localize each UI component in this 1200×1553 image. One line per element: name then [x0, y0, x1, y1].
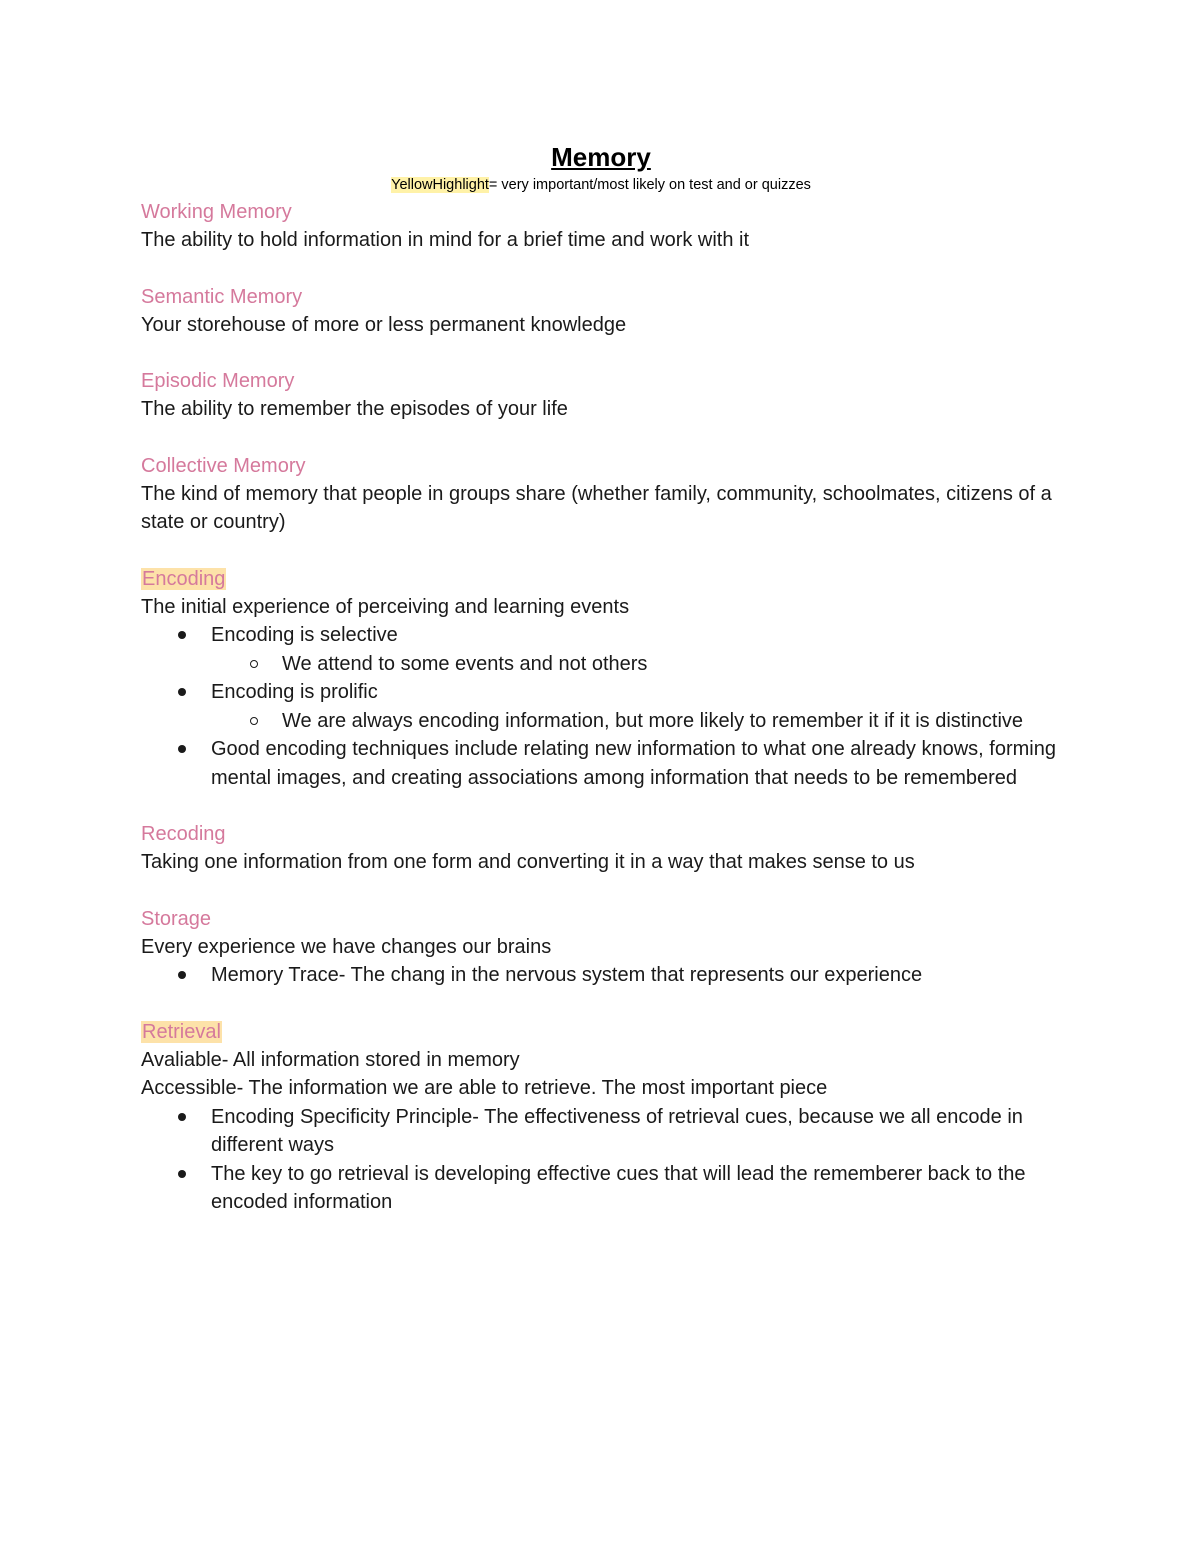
section-retrieval [141, 1018, 1061, 1217]
hollow-bullet-icon [250, 717, 258, 725]
section-text: The initial experience of perceiving and learning events [141, 595, 630, 618]
section-working-memory [141, 198, 1061, 255]
section-episodic-memory [141, 367, 1061, 424]
bullet-dot-icon [178, 688, 186, 696]
list-item-text: The key to go retrieval is developing effective cues that will lead the rememberer back to the encoded information [211, 1162, 1026, 1213]
bullet-dot-icon [178, 971, 186, 979]
bullet-dot-icon [178, 745, 186, 753]
legend-description: = very important/most likely on test and or quizzes [488, 177, 811, 193]
hollow-bullet-icon [250, 660, 258, 668]
section-semantic-memory [141, 283, 1061, 340]
section-text: The kind of memory that people in groups share (whether family, community, schoolmates, citizens of a state or country) [141, 482, 1052, 533]
list-item-text: Good encoding techniques include relating new information to what one already knows, forming mental images, and creating associations among information that needs to be remembered [211, 738, 1056, 789]
section-heading: Episodic Memory [141, 370, 295, 392]
sub-list-item [282, 650, 1061, 679]
legend-highlight-label: YellowHighlight [391, 177, 489, 193]
section-text: Avaliable- All information stored in memory [141, 1048, 520, 1071]
section-heading: Semantic Memory [141, 285, 303, 308]
sub-list-item-text: We are always encoding information, but more likely to remember it if it is distinctive [282, 709, 1024, 732]
section-recoding [141, 820, 1061, 877]
list-item-text: Encoding is prolific [211, 681, 378, 703]
list-item [211, 621, 1061, 678]
section-text: Every experience we have changes our brains [141, 935, 552, 958]
section-text: Your storehouse of more or less permanent knowledge [141, 313, 627, 336]
section-text: The ability to remember the episodes of your life [141, 398, 568, 420]
section-encoding [141, 565, 1061, 793]
bullet-list [141, 961, 1061, 990]
section-heading: Storage [141, 907, 212, 930]
list-item [211, 678, 1061, 735]
bullet-dot-icon [178, 1170, 186, 1178]
list-item [211, 735, 1061, 792]
list-item-text: Encoding Specificity Principle- The effectiveness of retrieval cues, because we all encode in different ways [211, 1105, 1023, 1156]
document-page [141, 140, 1061, 1245]
bullet-list [141, 621, 1061, 792]
section-collective-memory [141, 452, 1061, 537]
sub-list-item [282, 707, 1061, 736]
list-item [211, 1103, 1061, 1160]
sub-list-item-text: We attend to some events and not others [282, 652, 648, 675]
list-item-text: Memory Trace- The chang in the nervous system that represents our experience [211, 964, 923, 986]
section-heading: Recoding [141, 823, 226, 845]
highlighted-heading-text: Encoding [142, 567, 226, 590]
section-text: The ability to hold information in mind for a brief time and work with it [141, 229, 750, 251]
section-heading: Collective Memory [141, 454, 306, 477]
bullet-dot-icon [178, 631, 186, 639]
sub-bullet-list [211, 707, 1061, 736]
section-heading [141, 1018, 1061, 1046]
section-storage [141, 905, 1061, 990]
section-heading: Working Memory [141, 201, 292, 223]
section-text: Accessible- The information we are able to retrieve. The most important piece [141, 1077, 828, 1099]
bullet-list [141, 1103, 1061, 1217]
list-item-text: Encoding is selective [211, 624, 398, 646]
section-heading [141, 565, 1061, 593]
section-text: Taking one information from one form and converting it in a way that makes sense to us [141, 851, 915, 873]
bullet-dot-icon [178, 1113, 186, 1121]
list-item [211, 1160, 1061, 1217]
highlight-legend [141, 174, 1061, 196]
page-title: Memory [551, 142, 651, 172]
list-item [211, 961, 1061, 990]
sub-bullet-list [211, 650, 1061, 679]
highlighted-heading-text: Retrieval [142, 1020, 221, 1043]
